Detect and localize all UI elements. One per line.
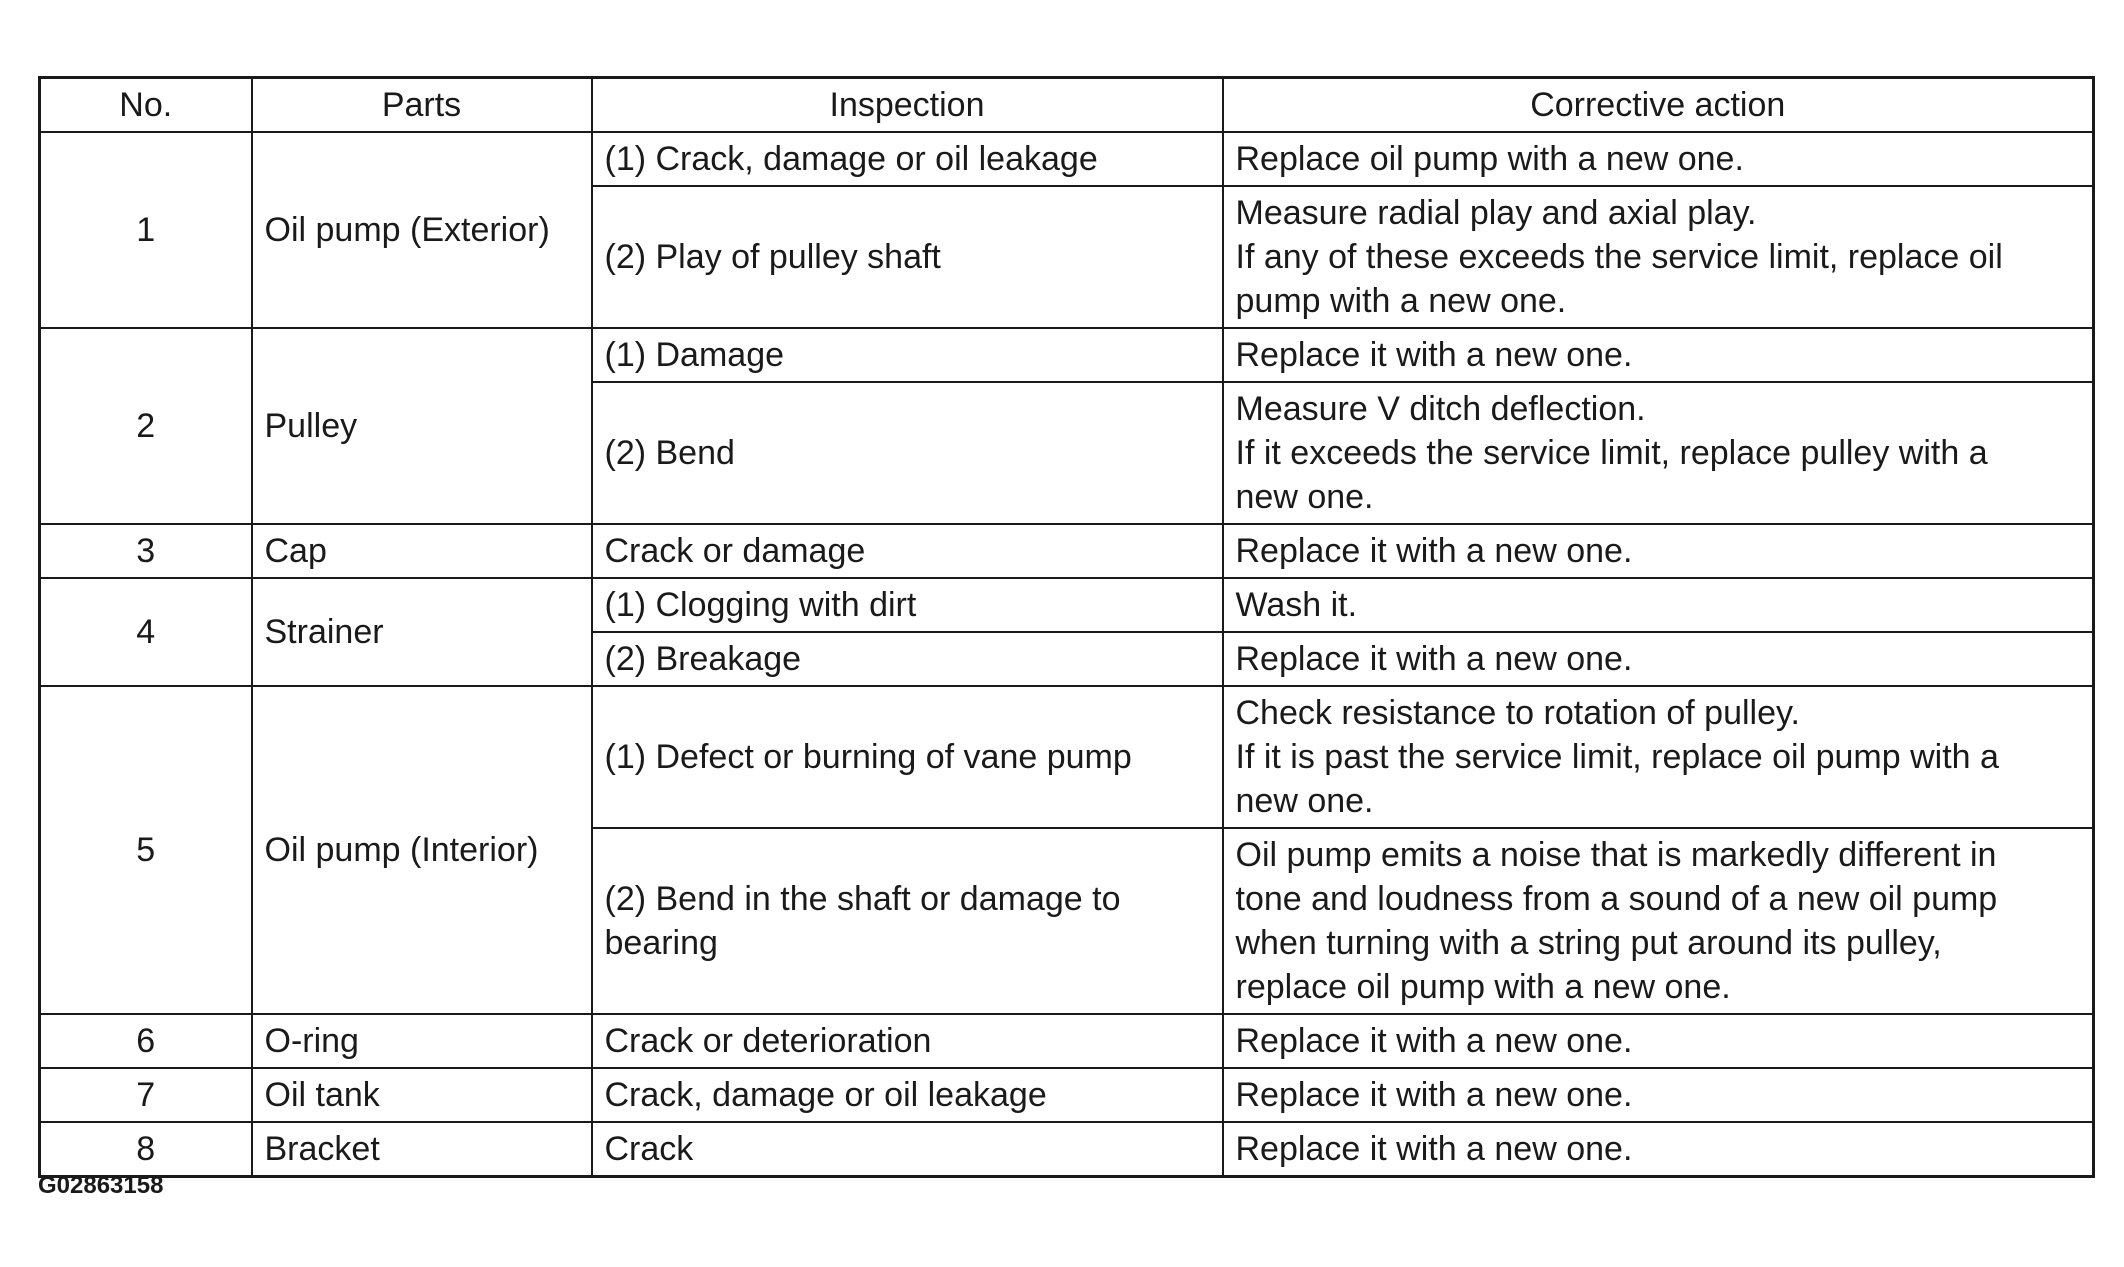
corrective-action-text: replace oil pump with a new one.	[1235, 968, 1731, 1006]
inspection-text: Crack or damage	[604, 532, 866, 570]
inspection-table	[38, 76, 2095, 1178]
corrective-action-text: Check resistance to rotation of pulley.	[1235, 694, 1800, 732]
corrective-action-text: tone and loudness from a sound of a new oil pump	[1235, 880, 1998, 918]
corrective-action-text: Replace it with a new one.	[1235, 640, 1633, 678]
inspection-text: Crack, damage or oil leakage	[604, 1076, 1047, 1114]
inspection-table-container	[38, 76, 2092, 1178]
part-name: Pulley	[252, 328, 592, 524]
corrective-action-text: Wash it.	[1235, 586, 1358, 624]
corrective-action-text: new one.	[1235, 782, 1374, 820]
corrective-action-cell	[1223, 132, 2094, 186]
part-name: Oil tank	[252, 1068, 592, 1122]
inspection-cell	[592, 1014, 1223, 1068]
corrective-action-text: when turning with a string put around its pulley,	[1235, 924, 1942, 962]
corrective-action-cell	[1223, 186, 2094, 328]
part-name: Bracket	[252, 1122, 592, 1177]
inspection-cell	[592, 686, 1223, 828]
corrective-action-cell	[1223, 1014, 2094, 1068]
corrective-action-text: Replace oil pump with a new one.	[1235, 140, 1744, 178]
item-number: 3	[40, 524, 252, 578]
corrective-action-text: If it is past the service limit, replace oil pump with a	[1235, 738, 1999, 776]
table-row	[40, 328, 2094, 382]
header-parts: Parts	[252, 78, 592, 133]
inspection-cell	[592, 632, 1223, 686]
corrective-action-text: pump with a new one.	[1235, 282, 1567, 320]
corrective-action-cell	[1223, 328, 2094, 382]
inspection-cell	[592, 132, 1223, 186]
table-row	[40, 1014, 2094, 1068]
table-row	[40, 132, 2094, 186]
corrective-action-text: new one.	[1235, 478, 1374, 516]
inspection-text: (1) Damage	[604, 336, 785, 374]
item-number: 2	[40, 328, 252, 524]
inspection-text: (2) Bend	[604, 434, 735, 472]
header-corrective-action: Corrective action	[1223, 78, 2094, 133]
corrective-action-text: Oil pump emits a noise that is markedly different in	[1235, 836, 1997, 874]
inspection-text: (1) Clogging with dirt	[604, 586, 917, 624]
inspection-cell	[592, 578, 1223, 632]
inspection-cell	[592, 328, 1223, 382]
item-number: 4	[40, 578, 252, 686]
inspection-text: (2) Breakage	[604, 640, 802, 678]
corrective-action-text: Replace it with a new one.	[1235, 532, 1633, 570]
inspection-cell	[592, 1122, 1223, 1177]
table-body	[40, 132, 2094, 1177]
inspection-cell	[592, 186, 1223, 328]
corrective-action-text: If it exceeds the service limit, replace pulley with a	[1235, 434, 1988, 472]
inspection-text: Crack	[604, 1130, 694, 1168]
corrective-action-cell	[1223, 578, 2094, 632]
inspection-cell	[592, 1068, 1223, 1122]
corrective-action-cell	[1223, 1122, 2094, 1177]
corrective-action-text: Replace it with a new one.	[1235, 336, 1633, 374]
part-name: Oil pump (Exterior)	[252, 132, 592, 328]
item-number: 7	[40, 1068, 252, 1122]
table-row	[40, 578, 2094, 632]
inspection-text: (1) Defect or burning of vane pump	[604, 738, 1132, 776]
corrective-action-text: Replace it with a new one.	[1235, 1130, 1633, 1168]
corrective-action-text: Measure radial play and axial play.	[1235, 194, 1757, 232]
inspection-text: (2) Play of pulley shaft	[604, 238, 941, 276]
corrective-action-cell	[1223, 1068, 2094, 1122]
inspection-text: bearing	[604, 924, 718, 962]
table-row	[40, 1068, 2094, 1122]
corrective-action-cell	[1223, 828, 2094, 1014]
part-name: Cap	[252, 524, 592, 578]
corrective-action-text: If any of these exceeds the service limit, replace oil	[1235, 238, 2003, 276]
inspection-cell	[592, 828, 1223, 1014]
item-number: 5	[40, 686, 252, 1014]
corrective-action-text: Replace it with a new one.	[1235, 1076, 1633, 1114]
inspection-cell	[592, 382, 1223, 524]
part-name: Strainer	[252, 578, 592, 686]
part-name: O-ring	[252, 1014, 592, 1068]
corrective-action-cell	[1223, 524, 2094, 578]
inspection-text: (1) Crack, damage or oil leakage	[604, 140, 1098, 178]
inspection-text: Crack or deterioration	[604, 1022, 932, 1060]
corrective-action-cell	[1223, 382, 2094, 524]
header-no: No.	[40, 78, 252, 133]
corrective-action-text: Replace it with a new one.	[1235, 1022, 1633, 1060]
table-row	[40, 686, 2094, 828]
corrective-action-cell	[1223, 686, 2094, 828]
item-number: 8	[40, 1122, 252, 1177]
header-inspection: Inspection	[592, 78, 1223, 133]
part-name: Oil pump (Interior)	[252, 686, 592, 1014]
header-row	[40, 78, 2094, 133]
item-number: 6	[40, 1014, 252, 1068]
table-row	[40, 524, 2094, 578]
table-row	[40, 1122, 2094, 1177]
figure-code: G02863158	[38, 1172, 164, 1199]
item-number: 1	[40, 132, 252, 328]
inspection-cell	[592, 524, 1223, 578]
corrective-action-text: Measure V ditch deflection.	[1235, 390, 1646, 428]
corrective-action-cell	[1223, 632, 2094, 686]
inspection-text: (2) Bend in the shaft or damage to	[604, 880, 1121, 918]
